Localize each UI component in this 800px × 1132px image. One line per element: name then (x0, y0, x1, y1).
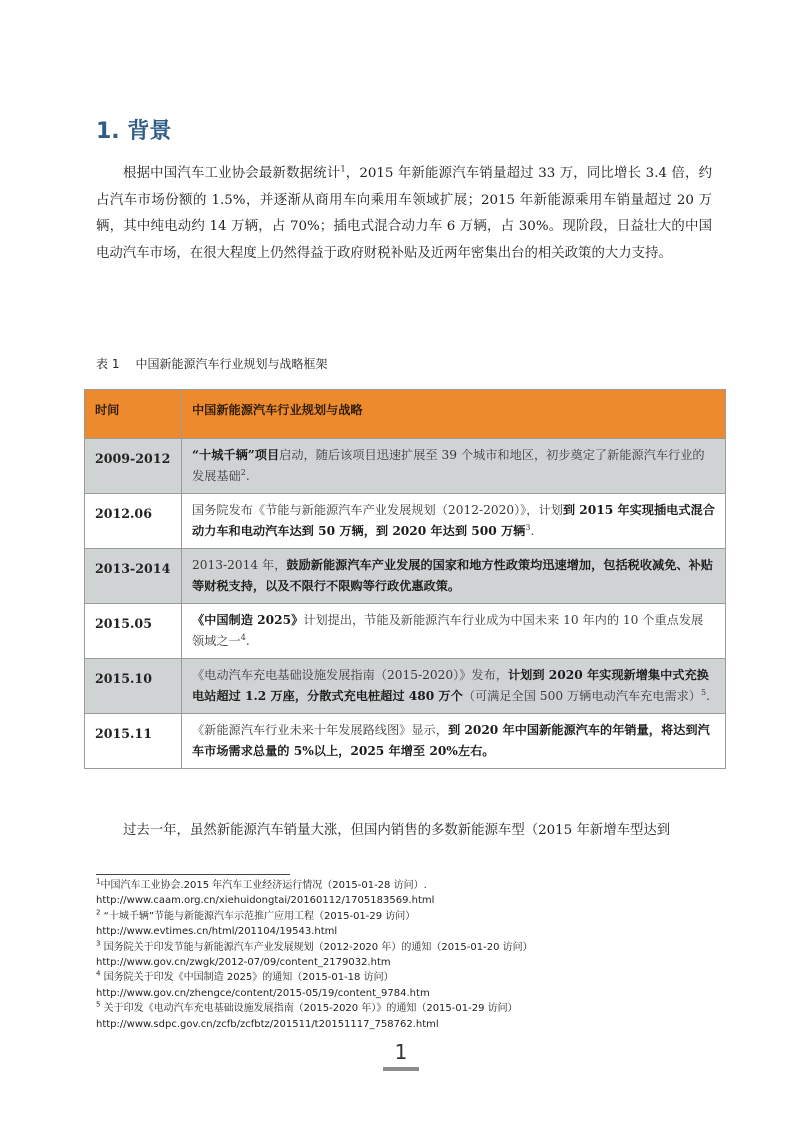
row-description: 2013-2014 年，鼓励新能源汽车产业发展的国家和地方性政策均迅速增加，包括税收减免、补贴等财税支持，以及不限行不限购等行政优惠政策。 (182, 549, 726, 604)
row-description: “十城千辆”项目启动，随后该项目迅速扩展至 39 个城市和地区，初步奠定了新能源汽车行业的发展基础$^2$. (182, 439, 726, 494)
row-description: 国务院发布《节能与新能源汽车产业发展规划（2012-2020）》，计划到 2015 年实现插电式混合动力车和电动汽车达到 50 万辆，到 2020 年达到 500 万辆$^3$. (182, 494, 726, 549)
row-description: 《电动汽车充电基础设施发展指南（2015-2020）》发布，计划到 2020 年实现新增集中式充换电站超过 1.2 万座，分散式充电桩超过 480 万个（可满足全国 500 万辆电动汽车充电需求）$^5$. (182, 659, 726, 714)
footnote-ref[interactable]: 3 (525, 522, 531, 532)
footnote-ref[interactable]: 5 (701, 687, 707, 697)
footnote-link[interactable]: http://www.sdpc.gov.cn/zcfb/zcfbtz/201511/t20151117_758762.html (96, 1018, 439, 1030)
footnote-ref[interactable]: 2 (240, 467, 246, 477)
footnote-item: $^2$ “十城千辆”节能与新能源汽车示范推广应用工程（2015-01-29 访问） (96, 908, 416, 922)
row-time: 2015.10 (85, 659, 182, 714)
section-title: 背景 (127, 119, 172, 144)
table-caption (96, 355, 327, 372)
table-caption-title: 中国新能源汽车行业规划与战略框架 (135, 357, 328, 371)
row-time: 2009-2012 (85, 439, 182, 494)
intro-paragraph: 根据中国汽车工业协会最新数据统计$^1$，2015 年新能源汽车销量超过 33 万，同比增长 3.4 倍，约占汽车市场份额的 1.5%，并逐渐从商用车向乘用车领域扩展；2015 年新能源乘用车销量超过 20 万辆，其中纯电动约 14 万辆，占 70%；插电式混合动力车 6 万辆，占 30%。现阶段，日益壮大的中国电动汽车市场，在很大程度上仍然得益于政府财税补贴及近两年密集出台的相关政策的大力支持。 (96, 164, 713, 261)
footnote-ref[interactable]: 4 (240, 632, 246, 642)
footnote-link[interactable]: http://www.gov.cn/zwgk/2012-07/09/content_2179032.htm (96, 957, 391, 969)
footnote-item: $^4$ 国务院关于印发《中国制造 2025》的通知（2015-01-18 访问） (96, 970, 394, 984)
footnote-item: $^5$ 关于印发《电动汽车充电基础设施发展指南（2015-2020 年）》的通知（2015-01-29 访问） (96, 1000, 518, 1015)
body-paragraph: 过去一年，虽然新能源汽车销量大涨，但国内销售的多数新能源车型（2015 年新增车型达到 (123, 823, 671, 838)
footnotes (96, 878, 716, 1032)
table-header-row (85, 390, 726, 439)
page-number-underline (383, 1067, 419, 1071)
table-caption-label: 表 1 (96, 357, 120, 371)
section-heading (96, 114, 171, 145)
table-row (85, 604, 726, 659)
footnote-link[interactable]: http://www.caam.org.cn/xiehuidongtai/20160112/1705183569.html (96, 895, 435, 907)
table-row (85, 714, 726, 769)
table-row (85, 494, 726, 549)
footnote-link[interactable]: http://www.evtimes.cn/html/201104/19543.html (96, 926, 338, 938)
page-number: 1 (394, 1040, 408, 1064)
table-row (85, 439, 726, 494)
footnote-divider (96, 874, 290, 875)
column-header-time: 时间 (85, 390, 182, 439)
row-description: 《中国制造 2025》计划提出，节能及新能源汽车行业成为中国未来 10 年内的 10 个重点发展领域之一$^4$. (182, 604, 726, 659)
footnote-item: $^1$中国汽车工业协会.2015 年汽车工业经济运行情况（2015-01-28 访问）. (96, 877, 427, 891)
row-time: 2015.05 (85, 604, 182, 659)
row-description: 《新能源汽车行业未来十年发展路线图》显示，到 2020 年中国新能源汽车的年销量，将达到汽车市场需求总量的 5%以上，2025 年增至 20%左右。 (182, 714, 726, 769)
row-time: 2012.06 (85, 494, 182, 549)
column-header-plan: 中国新能源汽车行业规划与战略 (182, 390, 726, 439)
section-number: 1. (96, 119, 120, 144)
table-row (85, 659, 726, 714)
row-time: 2015.11 (85, 714, 182, 769)
row-time: 2013-2014 (85, 549, 182, 604)
footnote-link[interactable]: http://www.gov.cn/zhengce/content/2015-05/19/content_9784.htm (96, 987, 430, 999)
footnote-ref[interactable]: 1 (340, 164, 346, 174)
table-row (85, 549, 726, 604)
policy-table (84, 389, 726, 769)
footnote-item: $^3$ 国务院关于印发节能与新能源汽车产业发展规划（2012-2020 年）的通知（2015-01-20 访问） (96, 939, 533, 953)
